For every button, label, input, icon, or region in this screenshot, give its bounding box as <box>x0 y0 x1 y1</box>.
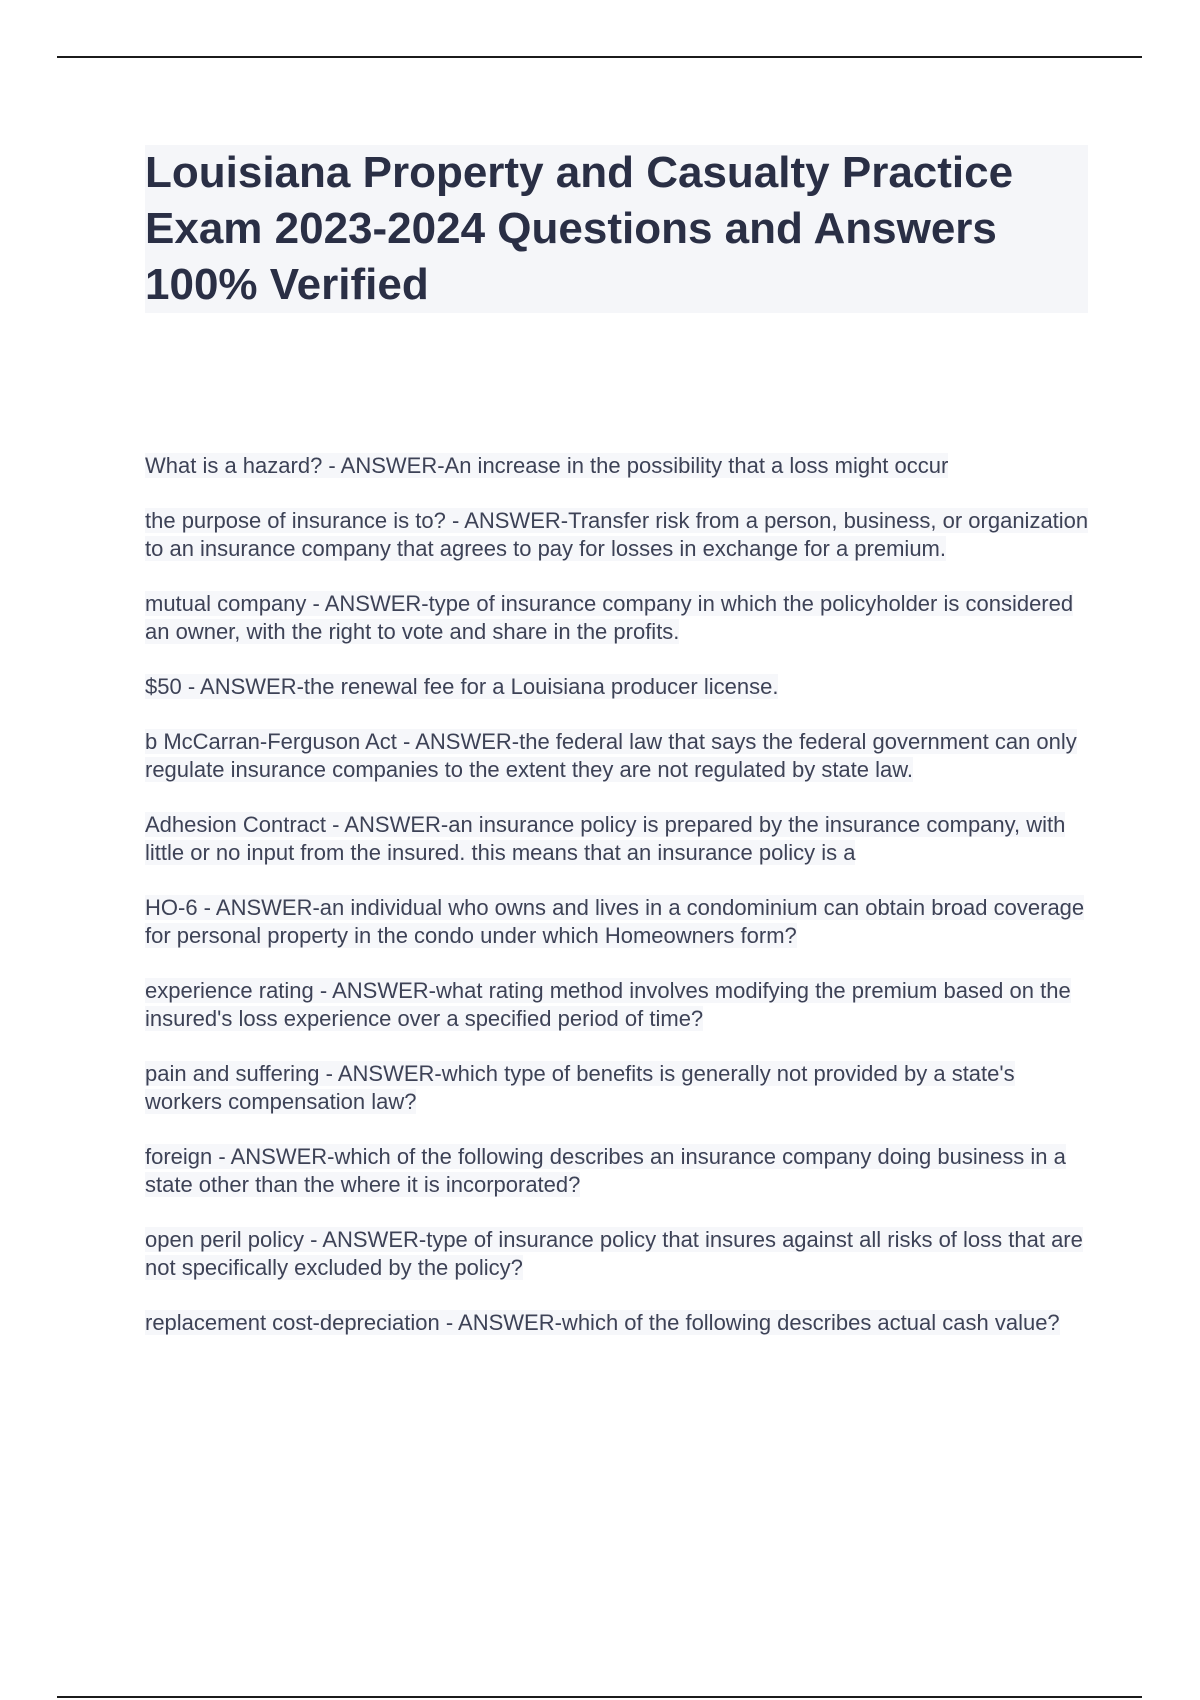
title-block <box>145 145 1088 313</box>
qa-item-11 <box>145 1226 1095 1282</box>
qa-text: open peril policy - ANSWER-type of insurance policy that insures against all risks of loss that are not specifically excluded by the policy? <box>145 1227 1083 1280</box>
qa-text: mutual company - ANSWER-type of insurance company in which the policyholder is considered an owner, with the right to vote and share in the profits. <box>145 591 1074 644</box>
qa-list <box>145 452 1095 1364</box>
qa-text: $50 - ANSWER-the renewal fee for a Louisiana producer license. <box>145 674 779 699</box>
qa-item-5 <box>145 728 1095 784</box>
document-title: Louisiana Property and Casualty Practice Exam 2023-2024 Questions and Answers 100% Verified <box>145 148 1014 309</box>
bottom-rule <box>57 1696 1142 1698</box>
qa-text: Adhesion Contract - ANSWER-an insurance policy is prepared by the insurance company, with little or no input from the insured. this means that an insurance policy is a <box>145 812 1066 865</box>
qa-text: What is a hazard? - ANSWER-An increase in the possibility that a loss might occur <box>145 453 949 478</box>
qa-item-4 <box>145 673 1095 701</box>
qa-text: replacement cost-depreciation - ANSWER-which of the following describes actual cash value? <box>145 1310 1060 1335</box>
qa-item-7 <box>145 894 1095 950</box>
qa-text: the purpose of insurance is to? - ANSWER-Transfer risk from a person, business, or organization to an insurance company that agrees to pay for losses in exchange for a premium. <box>145 508 1089 561</box>
qa-text: foreign - ANSWER-which of the following describes an insurance company doing business in a state other than the where it is incorporated? <box>145 1144 1066 1197</box>
qa-text: b McCarran-Ferguson Act - ANSWER-the federal law that says the federal government can only regulate insurance companies to the extent they are not regulated by state law. <box>145 729 1077 782</box>
qa-item-8 <box>145 977 1095 1033</box>
qa-item-12 <box>145 1309 1095 1337</box>
qa-item-1 <box>145 452 1095 480</box>
qa-item-3 <box>145 590 1095 646</box>
qa-text: HO-6 - ANSWER-an individual who owns and lives in a condominium can obtain broad coverage for personal property in the condo under which Homeowners form? <box>145 895 1085 948</box>
top-rule <box>57 56 1142 58</box>
qa-item-2 <box>145 507 1095 563</box>
qa-text: experience rating - ANSWER-what rating method involves modifying the premium based on the insured's loss experience over a specified period of time? <box>145 978 1071 1031</box>
qa-item-10 <box>145 1143 1095 1199</box>
qa-item-6 <box>145 811 1095 867</box>
qa-item-9 <box>145 1060 1095 1116</box>
qa-text: pain and suffering - ANSWER-which type of benefits is generally not provided by a state's workers compensation law? <box>145 1061 1015 1114</box>
